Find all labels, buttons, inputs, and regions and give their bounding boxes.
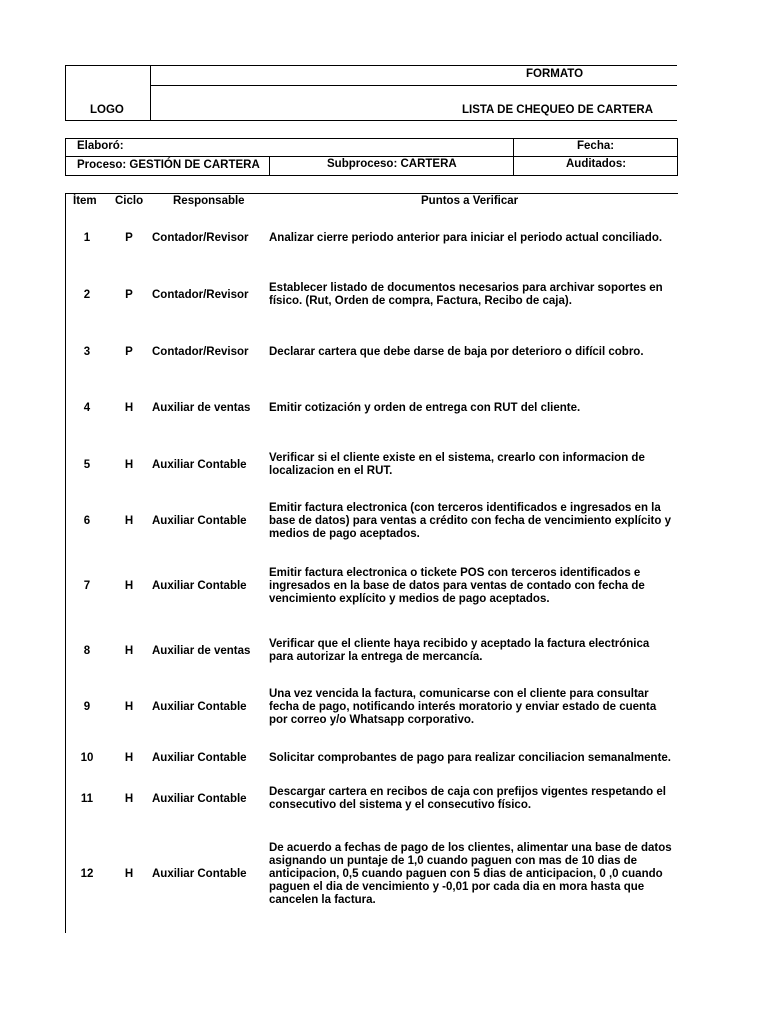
table-row xyxy=(65,631,678,671)
row-punto: Emitir factura electronica o tickete POS con terceros identificados e ingresados en la base de datos para ventas de contado con fecha de vencimiento explícito y medios de pago aceptados. xyxy=(269,566,645,605)
row-responsable: Auxiliar Contable xyxy=(152,792,247,805)
row-punto: Emitir cotización y orden de entrega con RUT del cliente. xyxy=(269,401,581,414)
row-responsable: Auxiliar Contable xyxy=(152,579,247,592)
row-item: 7 xyxy=(83,579,91,592)
row-ciclo: H xyxy=(124,401,134,414)
col-header-puntos: Puntos a Verificar xyxy=(421,195,519,207)
auditados-label: Auditados: xyxy=(566,158,627,170)
row-punto: Analizar cierre periodo anterior para iniciar el periodo actual conciliado. xyxy=(269,231,663,244)
row-ciclo: P xyxy=(125,345,133,358)
table-row xyxy=(65,218,678,258)
table-row xyxy=(65,781,678,817)
table-row xyxy=(65,394,678,422)
row-punto: Verificar si el cliente existe en el sistema, crearlo con informacion de localizacion en el RUT. xyxy=(269,452,645,477)
row-ciclo: H xyxy=(124,867,134,880)
row-responsable: Auxiliar Contable xyxy=(152,751,247,764)
table-top-border xyxy=(65,193,678,194)
row-item: 10 xyxy=(80,751,94,764)
info-col-divider-2 xyxy=(269,156,270,176)
row-item: 8 xyxy=(83,644,91,657)
row-ciclo: H xyxy=(124,700,134,713)
row-responsable: Auxiliar Contable xyxy=(152,458,247,471)
row-responsable: Auxiliar Contable xyxy=(152,867,247,880)
doc-title: LISTA DE CHEQUEO DE CARTERA xyxy=(462,104,654,116)
row-punto: De acuerdo a fechas de pago de los clientes, alimentar una base de datos asignando un puntaje de 1,0 cuando paguen con mas de 10 dias de anticipacion, 0,5 cuando paguen con 5 dias de anticipacion, 0 ,0 cuando paguen el dia de vencimiento y -0,01 por cada dia en mora hasta que cancelen la factura. xyxy=(269,841,672,906)
row-punto: Emitir factura electronica (con terceros identificados e ingresados en la base de datos) para ventas a crédito con fecha de vencimiento explícito y medios de pago aceptados. xyxy=(269,501,671,540)
subproceso-label: Subproceso: CARTERA xyxy=(327,158,457,170)
row-item: 3 xyxy=(83,345,91,358)
row-item: 9 xyxy=(83,700,91,713)
header-divider xyxy=(151,85,677,86)
row-ciclo: H xyxy=(124,514,134,527)
table-row xyxy=(65,561,678,611)
col-header-item: Ítem xyxy=(73,195,97,207)
row-item: 6 xyxy=(83,514,91,527)
row-responsable: Contador/Revisor xyxy=(152,231,249,244)
row-punto: Solicitar comprobantes de pago para realizar conciliacion semanalmente. xyxy=(269,751,671,764)
row-punto: Descargar cartera en recibos de caja con prefijos vigentes respetando el consecutivo del sistema y el consecutivo físico. xyxy=(269,786,666,811)
row-punto: Establecer listado de documentos necesarios para archivar soportes en físico. (Rut, Orden de compra, Factura, Recibo de caja). xyxy=(269,282,663,307)
row-ciclo: H xyxy=(124,644,134,657)
row-responsable: Contador/Revisor xyxy=(152,288,249,301)
row-item: 11 xyxy=(80,792,94,805)
info-col-divider xyxy=(513,138,514,176)
table-row xyxy=(65,682,678,732)
row-punto: Verificar que el cliente haya recibido y aceptado la factura electrónica para autorizar la entrega de mercancía. xyxy=(269,638,650,663)
row-punto: Declarar cartera que debe darse de baja por deterioro o difícil cobro. xyxy=(269,345,644,358)
table-row xyxy=(65,496,678,546)
row-ciclo: H xyxy=(124,579,134,592)
info-divider xyxy=(65,156,678,157)
row-item: 2 xyxy=(83,288,91,301)
row-item: 5 xyxy=(83,458,91,471)
elaboro-label: Elaboró: xyxy=(77,140,124,152)
row-ciclo: P xyxy=(125,288,133,301)
row-responsable: Auxiliar Contable xyxy=(152,700,247,713)
row-ciclo: H xyxy=(124,458,134,471)
row-responsable: Auxiliar Contable xyxy=(152,514,247,527)
row-responsable: Auxiliar de ventas xyxy=(152,644,251,657)
logo-placeholder: LOGO xyxy=(90,104,124,116)
table-row xyxy=(65,445,678,485)
row-ciclo: H xyxy=(124,792,134,805)
row-ciclo: H xyxy=(124,751,134,764)
table-row xyxy=(65,275,678,315)
row-item: 1 xyxy=(83,231,91,244)
row-punto: Una vez vencida la factura, comunicarse con el cliente para consultar fecha de pago, notificando interés moratorio y enviar estado de cuenta por correo y/o Whatsapp corporativo. xyxy=(269,687,657,726)
row-item: 4 xyxy=(83,401,91,414)
row-item: 12 xyxy=(80,867,94,880)
fecha-label: Fecha: xyxy=(577,140,615,152)
row-ciclo: P xyxy=(125,231,133,244)
col-header-ciclo: Ciclo xyxy=(115,195,144,207)
col-header-responsable: Responsable xyxy=(173,195,245,207)
doc-type: FORMATO xyxy=(526,68,584,80)
row-responsable: Contador/Revisor xyxy=(152,345,249,358)
proceso-label: Proceso: GESTIÓN DE CARTERA xyxy=(77,159,260,171)
row-responsable: Auxiliar de ventas xyxy=(152,401,251,414)
table-row xyxy=(65,837,678,911)
table-row xyxy=(65,740,678,776)
table-row xyxy=(65,338,678,366)
